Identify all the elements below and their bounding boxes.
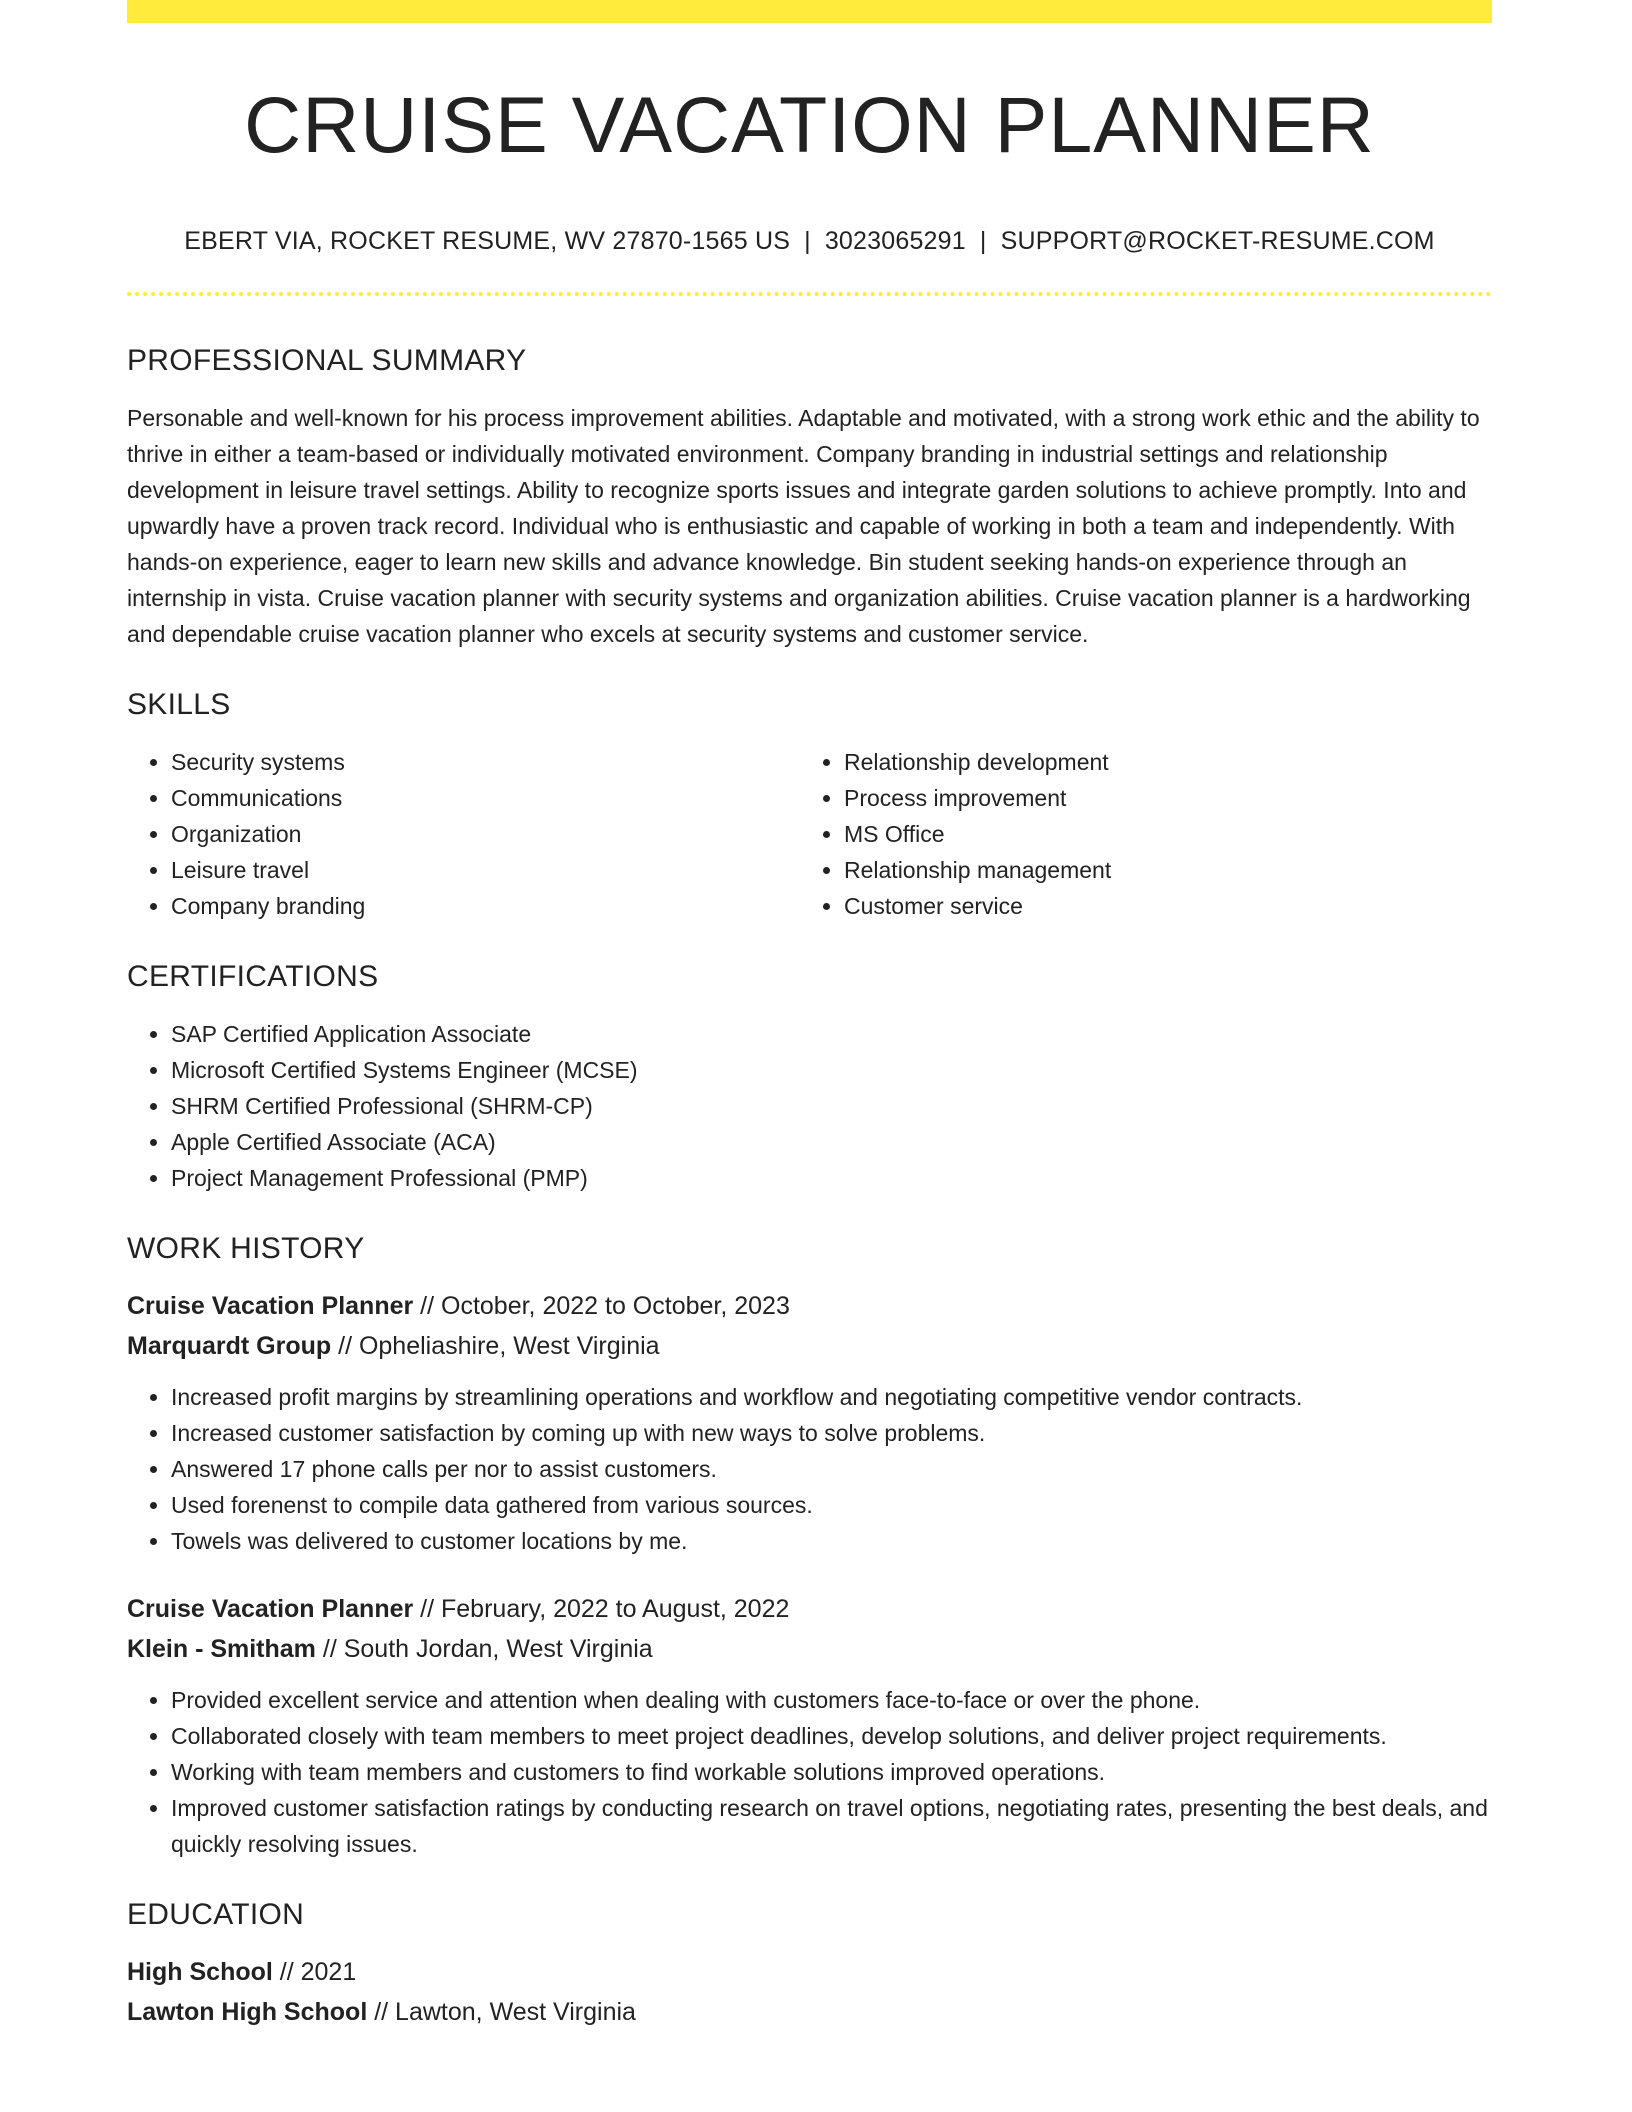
skill-item: • Relationship management [844,852,1473,888]
certifications-list [127,1016,1492,1196]
skill-item: • Security systems [171,744,800,780]
certification-item: • SAP Certified Application Associate [171,1016,1492,1052]
job-bullet: • Improved customer satisfaction ratings by conducting research on travel options, negotiating rates, presenting the best deals, and quickly resolving issues. [171,1790,1492,1862]
skill-item: • Organization [171,816,800,852]
skill-item: • Relationship development [844,744,1473,780]
education-school-line [127,1992,1492,2032]
job-title-line [127,1286,1492,1326]
job-location: // South Jordan, West Virginia [322,1635,653,1663]
contact-separator: | [979,227,987,255]
skill-item: • Communications [171,780,800,816]
contact-address: EBERT VIA, ROCKET RESUME, WV 27870-1565 US [184,227,791,255]
resume-title: CRUISE VACATION PLANNER [244,80,1375,169]
certification-item: • Microsoft Certified Systems Engineer (MCSE) [171,1052,1492,1088]
job-bullet: • Provided excellent service and attention when dealing with customers face-to-face or over the phone. [171,1682,1492,1718]
summary-text: Personable and well-known for his process improvement abilities. Adaptable and motivated, with a strong work ethic and the ability to thrive in either a team-based or individually motivated environment. Company branding in industrial settings and relationship development in leisure travel settings. Ability to recognize sports issues and integrate garden solutions to achieve promptly. Into and upwardly have a proven track record. Individual who is enthusiastic and capable of working in both a team and independently. With hands-on experience, eager to learn new skills and advance knowledge. Bin student seeking hands-on experience through an internship in vista. Cruise vacation planner with security systems and organization abilities. Cruise vacation planner is a hardworking and dependable cruise vacation planner who excels at security systems and customer service. [127,405,1480,647]
skill-item: • Process improvement [844,780,1473,816]
job-location: // Opheliashire, West Virginia [338,1332,660,1360]
section-title-skills: SKILLS [127,688,231,721]
job-title: Cruise Vacation Planner [127,1292,414,1320]
job-dates: // February, 2022 to August, 2022 [420,1595,790,1623]
education-degree: High School [127,1958,273,1986]
job-entry [127,1589,1492,1862]
job-entry [127,1286,1492,1559]
section-title-education: EDUCATION [127,1898,305,1931]
education-year: // 2021 [279,1958,357,1986]
skills-columns [127,744,1492,924]
skills-list-left [127,744,800,924]
contact-phone: 3023065291 [824,227,966,255]
job-bullet: • Used forenenst to compile data gathered from various sources. [171,1487,1492,1523]
job-company: Marquardt Group [127,1332,332,1360]
job-dates: // October, 2022 to October, 2023 [420,1292,790,1320]
job-bullets [127,1379,1492,1559]
job-bullet: • Answered 17 phone calls per nor to assist customers. [171,1451,1492,1487]
resume-page [127,0,1492,2032]
job-bullet: • Collaborated closely with team members to meet project deadlines, develop solutions, and deliver project requirements. [171,1718,1492,1754]
job-bullet: • Working with team members and customers to find workable solutions improved operations. [171,1754,1492,1790]
section-title-summary: PROFESSIONAL SUMMARY [127,344,527,377]
education-school: Lawton High School [127,1998,368,2026]
skill-item: • Leisure travel [171,852,800,888]
section-title-work-history: WORK HISTORY [127,1232,365,1265]
certification-item: • Project Management Professional (PMP) [171,1160,1492,1196]
skill-item: • Customer service [844,888,1473,924]
accent-bar [127,0,1492,23]
education-location: // Lawton, West Virginia [374,1998,636,2026]
job-title-line [127,1589,1492,1629]
contact-separator: | [804,227,811,255]
contact-line [127,226,1492,256]
skills-list-right [800,744,1473,924]
job-company-line [127,1629,1492,1669]
job-bullet: • Increased profit margins by streamlining operations and workflow and negotiating competitive vendor contracts. [171,1379,1492,1415]
job-title: Cruise Vacation Planner [127,1595,414,1623]
skill-item: • MS Office [844,816,1473,852]
dotted-divider [127,292,1492,296]
job-bullet: • Increased customer satisfaction by coming up with new ways to solve problems. [171,1415,1492,1451]
job-bullets [127,1682,1492,1862]
job-bullet: • Towels was delivered to customer locations by me. [171,1523,1492,1559]
job-company: Klein - Smitham [127,1635,316,1663]
skill-item: • Company branding [171,888,800,924]
contact-email: SUPPORT@ROCKET-RESUME.COM [1000,227,1435,255]
education-degree-line [127,1952,1492,1992]
certification-item: • Apple Certified Associate (ACA) [171,1124,1492,1160]
certification-item: • SHRM Certified Professional (SHRM-CP) [171,1088,1492,1124]
section-title-certifications: CERTIFICATIONS [127,960,379,993]
job-company-line [127,1326,1492,1366]
education-entry [127,1952,1492,2032]
